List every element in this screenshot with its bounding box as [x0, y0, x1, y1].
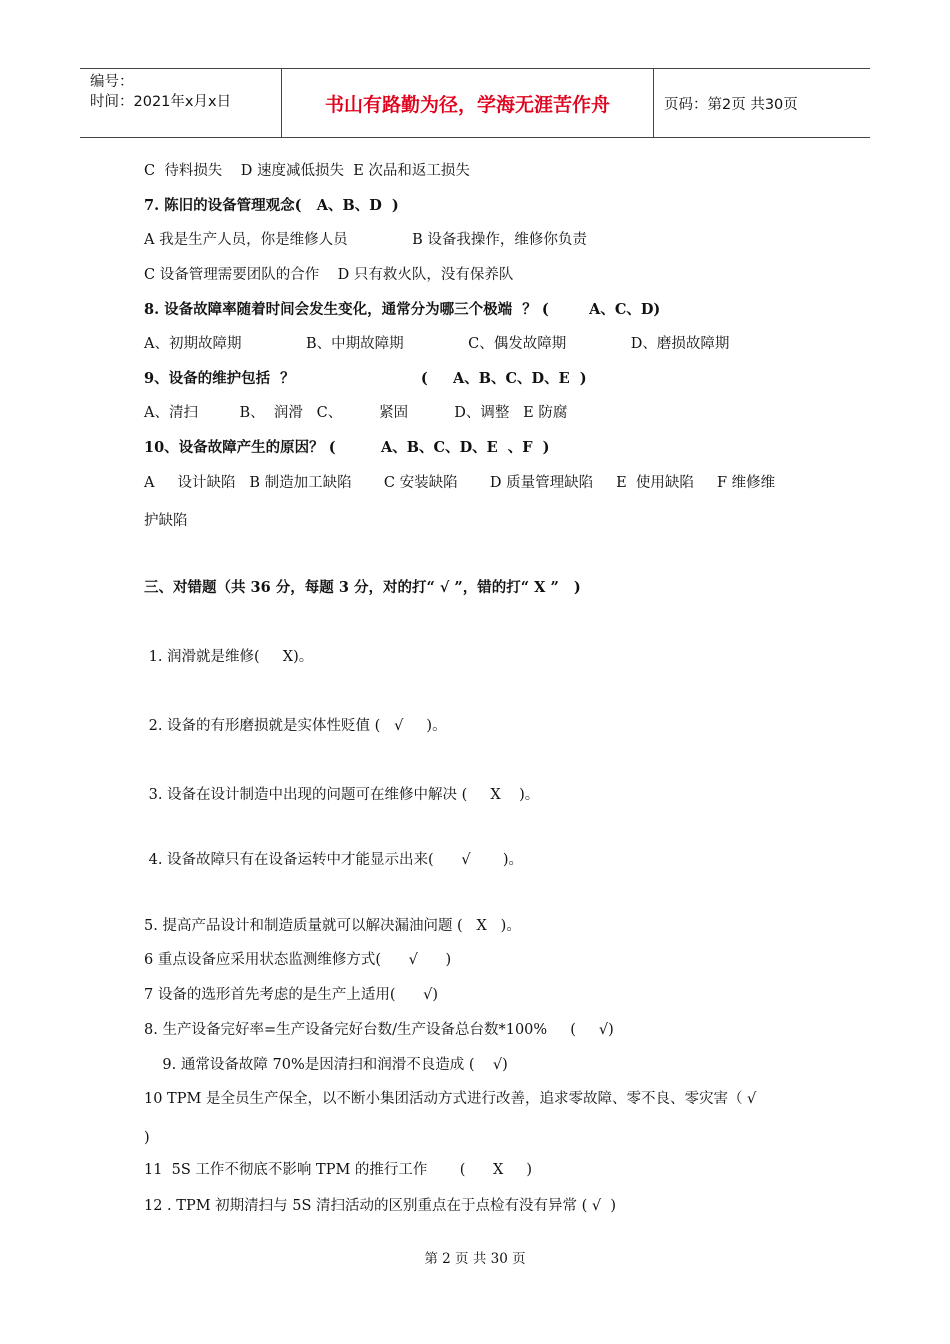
header-meta: [80, 69, 282, 137]
text-line: 三、对错题（共 36 分，每题 3 分，对的打“ √ ”，错的打“ X ” ): [144, 579, 581, 596]
text-line: 7. 陈旧的设备管理观念( A、B、D ): [144, 197, 399, 214]
text-line: C 设备管理需要团队的合作 D 只有救火队，没有保养队: [144, 267, 514, 283]
text-line: A、清扫 B、 润滑 C、 紧固 D、调整 E 防腐: [144, 405, 568, 421]
text-line: 9. 通常设备故障 70%是因清扫和润滑不良造成 ( √): [144, 1057, 508, 1073]
text-line: 11 5S 工作不彻底不影响 TPM 的推行工作 ( X ): [144, 1162, 533, 1178]
text-line: 3. 设备在设计制造中出现的问题可在维修中解决 ( X )。: [144, 787, 540, 803]
text-line: 6 重点设备应采用状态监测维修方式( √ ): [144, 952, 452, 968]
text-line: 1. 润滑就是维修( X)。: [144, 649, 314, 665]
text-line: A 设计缺陷 B 制造加工缺陷 C 安装缺陷 D 质量管理缺陷 E 使用缺陷 F 维修维: [144, 475, 776, 491]
page-footer: 第 2 页 共 30 页: [424, 1251, 526, 1267]
text-line: ): [144, 1130, 150, 1146]
text-line: 4. 设备故障只有在设备运转中才能显示出来( √ )。: [144, 852, 524, 868]
text-line: 8. 设备故障率随着时间会发生变化，通常分为哪三个极端 ？ ( A、C、D): [144, 301, 661, 318]
header-page-info: 页码：第2页 共30页: [664, 96, 798, 113]
text-line: 2. 设备的有形磨损就是实体性贬值 ( √ )。: [144, 718, 447, 734]
text-line: 10、设备故障产生的原因？ ( A、B、C、D、E 、F ): [144, 439, 550, 456]
header-motto: 书山有路勤为径，学海无涯苦作舟: [282, 69, 654, 137]
text-line: 7 设备的选形首先考虑的是生产上适用( √): [144, 987, 439, 1003]
text-line: 9、设备的维护包括 ？ ( A、B、C、D、E ): [144, 370, 587, 387]
header-time-label: 时间：2021年x月x日: [90, 94, 232, 110]
page-header: [80, 68, 870, 138]
text-line: 护缺陷: [144, 513, 188, 529]
header-number-label: 编号：: [90, 74, 134, 90]
text-line: C 待料损失 D 速度减低损失 E 次品和返工损失: [144, 163, 470, 179]
text-line: 10 TPM 是全员生产保全，以不断小集团活动方式进行改善，追求零故障、零不良、零灾害（ √: [144, 1091, 757, 1107]
text-line: 8. 生产设备完好率=生产设备完好台数/生产设备总台数*100% ( √): [144, 1022, 614, 1038]
text-line: 12 . TPM 初期清扫与 5S 清扫活动的区别重点在于点检有没有异常 ( √ ): [144, 1198, 617, 1214]
text-line: A、初期故障期 B、中期故障期 C、偶发故障期 D、磨损故障期: [144, 336, 730, 352]
text-line: 5. 提高产品设计和制造质量就可以解决漏油问题 ( X )。: [144, 918, 521, 934]
text-line: A 我是生产人员，你是维修人员 B 设备我操作，维修你负责: [144, 232, 587, 248]
